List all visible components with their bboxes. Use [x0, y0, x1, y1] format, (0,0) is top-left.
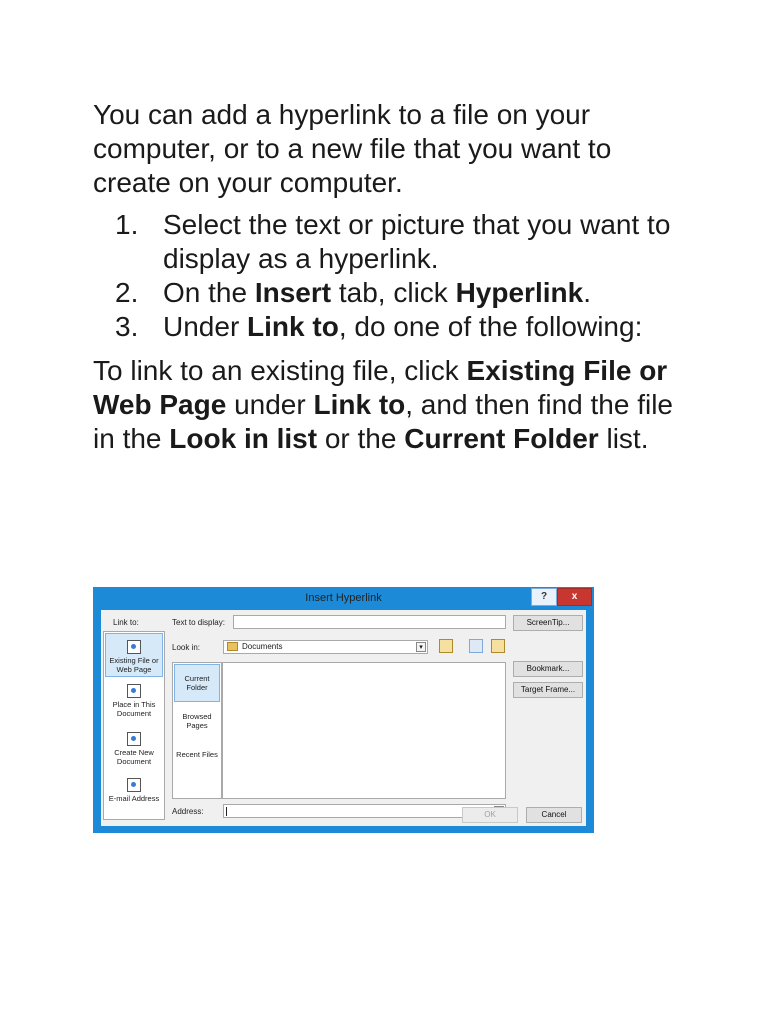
up-folder-icon[interactable]: [439, 639, 453, 653]
document-icon: [127, 684, 141, 698]
step-text: Select the text or picture that you want to display as a hyperlink.: [163, 209, 671, 274]
new-document-icon: [127, 732, 141, 746]
text-cursor: [226, 807, 227, 816]
cancel-button[interactable]: Cancel: [526, 807, 582, 823]
link-to-label: Link to:: [113, 618, 139, 627]
link-create-new-document[interactable]: Create New Document: [105, 732, 163, 766]
tab-recent-files[interactable]: Recent Files: [176, 750, 218, 759]
file-list[interactable]: [222, 662, 506, 799]
screentip-button[interactable]: ScreenTip...: [513, 615, 583, 631]
intro-paragraph: You can add a hyperlink to a file on your computer, or to a new file that you want to create on your computer.: [93, 99, 612, 198]
document-body: [93, 98, 693, 456]
dialog-title: Insert Hyperlink: [305, 592, 382, 604]
step-number: 2.: [115, 277, 139, 308]
link-place-in-document[interactable]: Place in This Document: [105, 684, 163, 718]
existing-file-paragraph: To link to an existing file, click Existing File or Web Page under Link to, and then find the file in the Look in list or the Current Folder list.: [93, 355, 673, 454]
tab-browsed-pages[interactable]: Browsed Pages: [182, 712, 212, 730]
step-item: [93, 276, 693, 310]
bookmark-button[interactable]: Bookmark...: [513, 661, 583, 677]
help-button[interactable]: ?: [531, 588, 557, 606]
globe-file-icon: [127, 640, 141, 654]
close-button[interactable]: x: [557, 588, 592, 606]
browse-web-icon[interactable]: [469, 639, 483, 653]
link-existing-file[interactable]: Existing File or Web Page: [105, 633, 163, 677]
folder-tabs: [172, 662, 222, 799]
target-frame-button[interactable]: Target Frame...: [513, 682, 583, 698]
ok-button[interactable]: OK: [462, 807, 518, 823]
step-text: On the Insert tab, click Hyperlink.: [163, 277, 591, 308]
address-label: Address:: [172, 807, 204, 816]
step-number: 3.: [115, 311, 139, 342]
look-in-label: Look in:: [172, 643, 201, 652]
browse-file-icon[interactable]: [491, 639, 505, 653]
insert-hyperlink-dialog: [93, 587, 594, 833]
folder-icon: [227, 642, 238, 651]
step-item: [93, 310, 693, 344]
chevron-down-icon[interactable]: ▾: [416, 642, 426, 652]
link-email-address[interactable]: E-mail Address: [105, 778, 163, 803]
step-text: Under Link to, do one of the following:: [163, 311, 643, 342]
text-to-display-input[interactable]: [233, 615, 506, 629]
dialog-body: [101, 610, 586, 826]
link-to-bar: [103, 631, 165, 820]
email-icon: [127, 778, 141, 792]
look-in-select[interactable]: Documents ▾: [223, 640, 428, 654]
tab-current-folder[interactable]: Current Folder: [174, 664, 220, 702]
steps-list: [93, 208, 693, 344]
text-to-display-label: Text to display:: [172, 618, 225, 627]
step-item: [93, 208, 693, 276]
step-number: 1.: [115, 209, 139, 240]
